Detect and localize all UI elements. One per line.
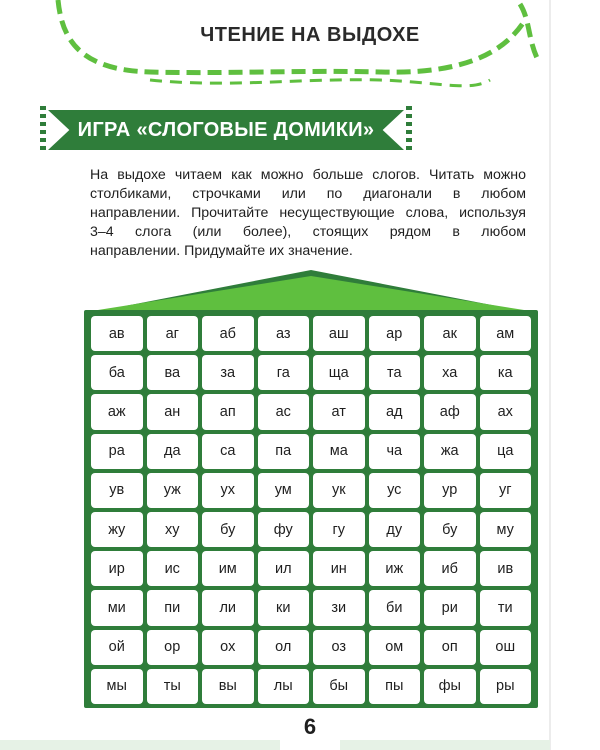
syllable-cell: ар [369, 316, 421, 351]
syllable-cell: ба [91, 355, 143, 390]
syllable-cell: та [369, 355, 421, 390]
syllable-cell: иб [424, 551, 476, 586]
syllable-cell: гу [313, 512, 365, 547]
syllable-cell: жа [424, 434, 476, 469]
syllable-cell: да [147, 434, 199, 469]
house-roof [84, 270, 538, 314]
syllable-cell: му [480, 512, 532, 547]
syllable-cell: ом [369, 630, 421, 665]
syllable-cell: ча [369, 434, 421, 469]
syllable-cell: ир [91, 551, 143, 586]
syllable-cell: са [202, 434, 254, 469]
page-number: 6 [303, 714, 317, 739]
syllable-cell: аг [147, 316, 199, 351]
syllable-cell: ин [313, 551, 365, 586]
syllable-cell: ца [480, 434, 532, 469]
syllable-cell: ри [424, 590, 476, 625]
syllable-cell: фу [258, 512, 310, 547]
syllable-cell: ва [147, 355, 199, 390]
syllable-cell: ув [91, 473, 143, 508]
syllable-cell: ща [313, 355, 365, 390]
syllable-cell: ак [424, 316, 476, 351]
syllable-cell: ап [202, 394, 254, 429]
syllable-cell: аб [202, 316, 254, 351]
syllable-cell: уг [480, 473, 532, 508]
syllable-cell: оп [424, 630, 476, 665]
syllable-cell: уж [147, 473, 199, 508]
syllable-cell: аф [424, 394, 476, 429]
syllable-cell: ас [258, 394, 310, 429]
syllable-cell: аш [313, 316, 365, 351]
syllable-cell: ив [480, 551, 532, 586]
syllable-cell: зи [313, 590, 365, 625]
syllable-cell: иж [369, 551, 421, 586]
syllable-cell: ой [91, 630, 143, 665]
syllable-cell: ми [91, 590, 143, 625]
syllable-cell: га [258, 355, 310, 390]
page-header-title: ЧТЕНИЕ НА ВЫДОХЕ [200, 24, 420, 46]
instructions-line: На выдохе читаем как можно больше слогов. Читать можно [90, 167, 526, 183]
syllable-cell: ра [91, 434, 143, 469]
syllable-cell: бу [202, 512, 254, 547]
syllable-cell: ав [91, 316, 143, 351]
syllable-cell: за [202, 355, 254, 390]
syllable-cell: пы [369, 669, 421, 704]
syllable-cell: ли [202, 590, 254, 625]
syllable-cell: ам [480, 316, 532, 351]
syllable-cell: пи [147, 590, 199, 625]
instructions-line: столбиками, строчками или по диагонали в любом [90, 186, 526, 202]
syllable-cell: ух [202, 473, 254, 508]
syllable-cell: мы [91, 669, 143, 704]
syllable-cell: ан [147, 394, 199, 429]
syllable-cell: ма [313, 434, 365, 469]
syllable-cell: бу [424, 512, 476, 547]
syllable-cell: ха [424, 355, 476, 390]
syllable-cell: ры [480, 669, 532, 704]
syllable-cell: ду [369, 512, 421, 547]
syllable-cell: ис [147, 551, 199, 586]
syllable-cell: фы [424, 669, 476, 704]
syllable-cell: ош [480, 630, 532, 665]
syllable-cell: ти [480, 590, 532, 625]
syllable-cell: вы [202, 669, 254, 704]
syllable-cell: ум [258, 473, 310, 508]
syllable-cell: жу [91, 512, 143, 547]
syllable-cell: ах [480, 394, 532, 429]
instructions-paragraph [90, 166, 526, 261]
syllable-cell: ук [313, 473, 365, 508]
syllable-cell: ты [147, 669, 199, 704]
syllable-cell: аз [258, 316, 310, 351]
section-title: ИГРА «СЛОГОВЫЕ ДОМИКИ» [77, 119, 375, 141]
syllable-cell: би [369, 590, 421, 625]
syllable-cell: ур [424, 473, 476, 508]
syllable-cell: им [202, 551, 254, 586]
syllable-cell: ка [480, 355, 532, 390]
syllable-cell: ол [258, 630, 310, 665]
syllable-cell: ил [258, 551, 310, 586]
instructions-line: направлении. Прочитайте несуществующие слова, используя [90, 205, 526, 221]
instructions-line: направлении. Придумайте их значение. [90, 243, 353, 259]
syllable-cell: ат [313, 394, 365, 429]
instructions-line: 3–4 слога (или более), стоящих рядом в любом [90, 224, 526, 240]
syllable-cell: ор [147, 630, 199, 665]
syllable-grid [91, 316, 531, 704]
syllable-cell: ох [202, 630, 254, 665]
syllable-cell: ус [369, 473, 421, 508]
syllable-cell: лы [258, 669, 310, 704]
syllable-cell: ки [258, 590, 310, 625]
syllable-cell: бы [313, 669, 365, 704]
syllable-cell: аж [91, 394, 143, 429]
syllable-cell: ху [147, 512, 199, 547]
syllable-cell: па [258, 434, 310, 469]
syllable-cell: оз [313, 630, 365, 665]
syllable-cell: ад [369, 394, 421, 429]
